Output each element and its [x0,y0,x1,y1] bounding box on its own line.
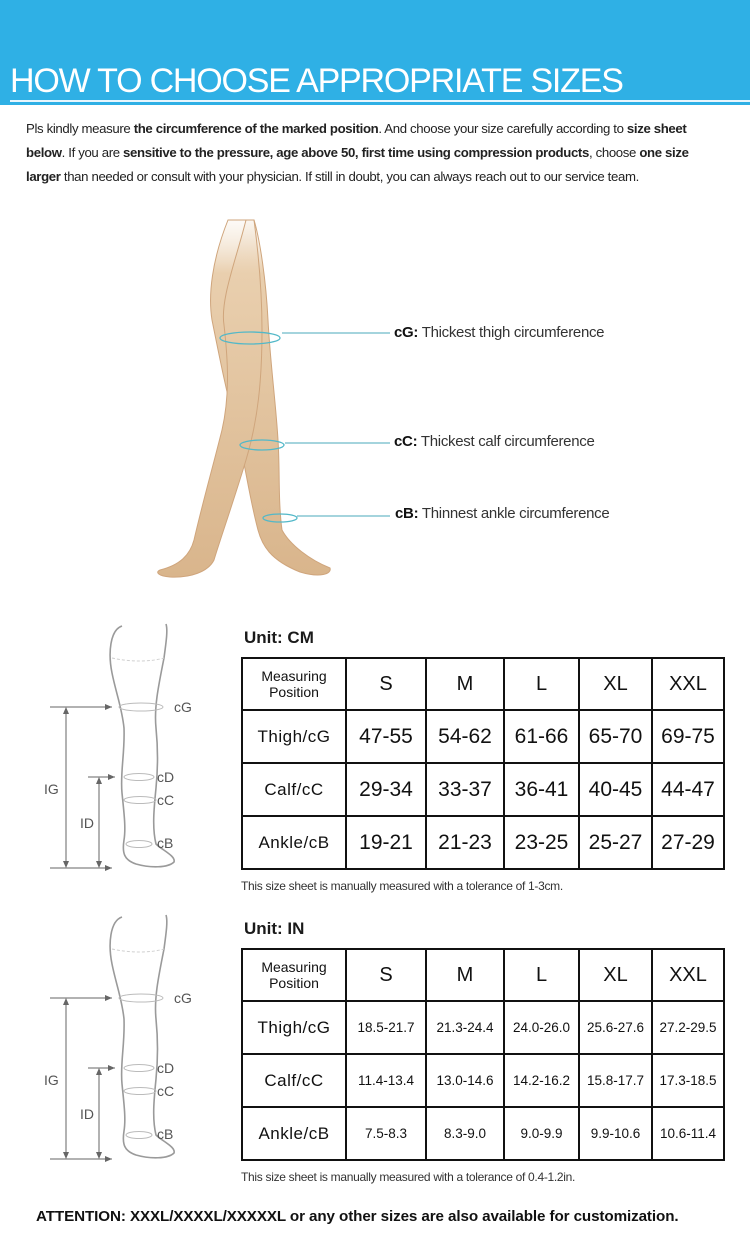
intro-emphasis: one size larger [26,145,689,184]
header-cell: L [504,949,579,1001]
diagram-label-id: ID [80,815,94,831]
table-cell: 61-66 [504,710,579,763]
table-cell: 15.8-17.7 [579,1054,652,1107]
leg-measurement-diagram-in [40,909,230,1171]
callout-code: cB: [395,505,419,522]
callout-ankle [395,505,609,522]
row-label: Calf/cC [242,1054,346,1107]
intro-emphasis: sensitive to the pressure, age above 50, first time using compression products [123,145,589,160]
table-cell: 17.3-18.5 [652,1054,724,1107]
row-label: Thigh/cG [242,1001,346,1054]
size-table-cm [241,657,725,870]
table-cell: 25-27 [579,816,652,869]
intro-emphasis: size sheet below [26,121,687,160]
row-label: Ankle/cB [242,1107,346,1160]
intro-text: than needed or consult with your physician. If still in doubt, you can always reach out to our service team. [60,169,639,184]
table-cell: 9.9-10.6 [579,1107,652,1160]
callout-lines [0,0,750,560]
table-cell: 14.2-16.2 [504,1054,579,1107]
table-cell: 10.6-11.4 [652,1107,724,1160]
diagram-label-cc: cC [157,1083,175,1099]
table-row [242,1054,724,1107]
table-cell: 21.3-24.4 [426,1001,504,1054]
table-cell: 40-45 [579,763,652,816]
header-cell: XL [579,658,652,710]
intro-emphasis: the circumference of the marked position [133,121,379,136]
table-cell: 18.5-21.7 [346,1001,426,1054]
table-header-row [242,658,724,710]
table-cell: 11.4-13.4 [346,1054,426,1107]
header-cell: S [346,949,426,1001]
unit-label-cm: Unit: CM [244,628,314,647]
diagram-label-cd: cD [157,769,175,785]
table-cell: 24.0-26.0 [504,1001,579,1054]
leg-measurement-diagram-cm [40,618,230,880]
header-cell: L [504,658,579,710]
tolerance-note-cm: This size sheet is manually measured with a tolerance of 1-3cm. [241,879,563,893]
intro-text: . And choose your size carefully according to [378,121,627,136]
row-label: Thigh/cG [242,710,346,763]
callout-label: Thickest calf circumference [420,433,595,450]
table-row [242,1001,724,1054]
table-cell: 19-21 [346,816,426,869]
size-table-in [241,948,725,1161]
callout-label: Thinnest ankle circumference [421,505,610,522]
unit-label-in: Unit: IN [244,919,305,938]
diagram-label-cb: cB [157,835,174,851]
diagram-label-cc: cC [157,792,175,808]
table-cell: 21-23 [426,816,504,869]
table-cell: 8.3-9.0 [426,1107,504,1160]
header-cell: Measuring Position [242,949,346,1001]
table-cell: 36-41 [504,763,579,816]
row-label: Calf/cC [242,763,346,816]
callout-thigh [394,324,604,341]
table-row [242,1107,724,1160]
callout-label: Thickest thigh circumference [421,324,605,341]
table-cell: 29-34 [346,763,426,816]
table-cell: 25.6-27.6 [579,1001,652,1054]
table-cell: 27-29 [652,816,724,869]
table-cell: 13.0-14.6 [426,1054,504,1107]
callout-code: cC: [394,433,418,450]
table-cell: 23-25 [504,816,579,869]
table-cell: 69-75 [652,710,724,763]
diagram-label-cd: cD [157,1060,175,1076]
header-cell: M [426,949,504,1001]
header-cell: S [346,658,426,710]
table-cell: 54-62 [426,710,504,763]
diagram-label-cb: cB [157,1126,174,1142]
header-cell: XXL [652,658,724,710]
table-cell: 65-70 [579,710,652,763]
table-cell: 9.0-9.9 [504,1107,579,1160]
intro-text: . If you are [61,145,124,160]
row-label: Ankle/cB [242,816,346,869]
header-cell: XXL [652,949,724,1001]
table-cell: 47-55 [346,710,426,763]
diagram-label-cg: cG [174,990,192,1006]
diagram-label-id: ID [80,1106,94,1122]
callout-calf [394,433,595,450]
table-cell: 27.2-29.5 [652,1001,724,1054]
table-header-row [242,949,724,1001]
diagram-label-cg: cG [174,699,192,715]
page-title: HOW TO CHOOSE APPROPRIATE SIZES [10,62,623,100]
table-cell: 33-37 [426,763,504,816]
intro-text: , choose [588,145,640,160]
table-row [242,816,724,869]
table-cell: 44-47 [652,763,724,816]
table-row [242,763,724,816]
header-cell: M [426,658,504,710]
header-cell: XL [579,949,652,1001]
table-row [242,710,724,763]
header-cell: Measuring Position [242,658,346,710]
tolerance-note-in: This size sheet is manually measured with a tolerance of 0.4-1.2in. [241,1170,576,1184]
diagram-label-ig: IG [44,1072,59,1088]
diagram-label-ig: IG [44,781,59,797]
intro-text: Pls kindly measure [26,121,134,136]
attention-notice: ATTENTION: XXXL/XXXXL/XXXXXL or any other sizes are also available for customization. [36,1208,679,1225]
callout-code: cG: [394,324,419,341]
table-cell: 7.5-8.3 [346,1107,426,1160]
